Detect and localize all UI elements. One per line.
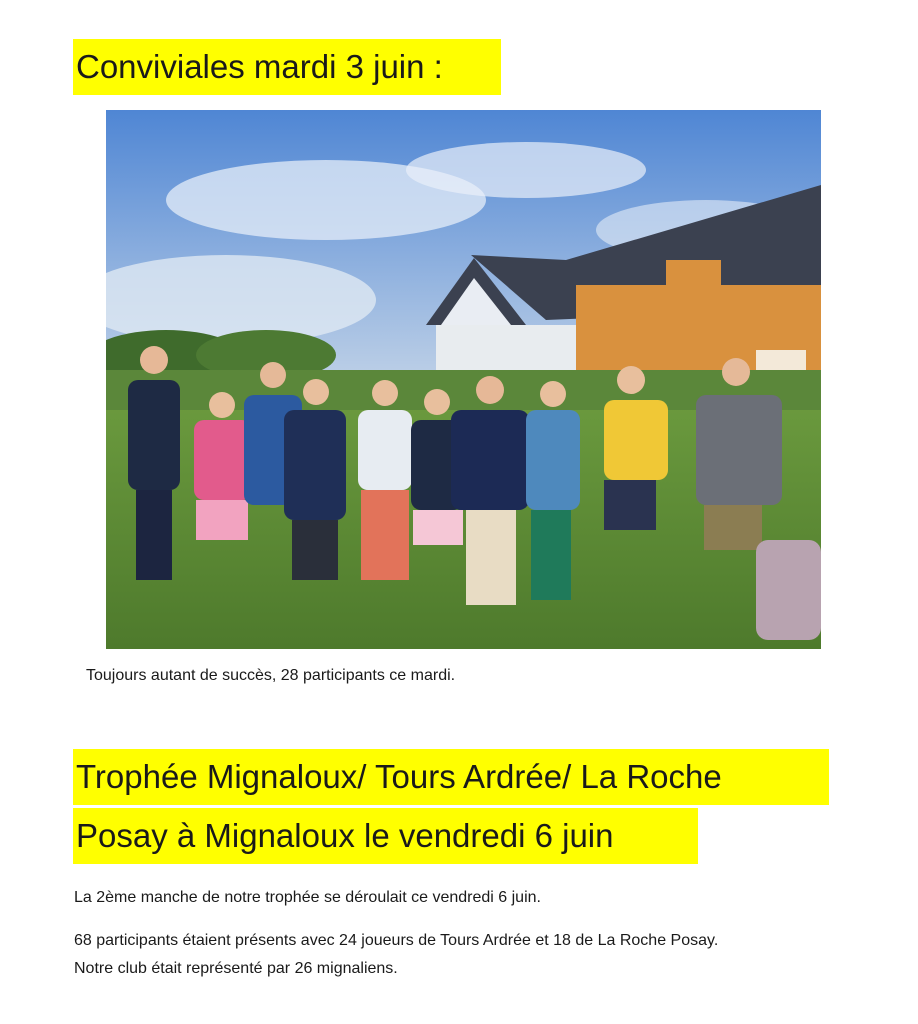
paragraph-participants-line2: Notre club était représenté par 26 mignaliens. [74, 960, 398, 977]
group-photo-illustration [106, 110, 821, 649]
section-title-trophee-line2: Posay à Mignaloux le vendredi 6 juin [73, 808, 698, 864]
section-title-conviviales: Conviviales mardi 3 juin : [73, 39, 501, 95]
section-title-trophee-line1: Trophée Mignaloux/ Tours Ardrée/ La Roche [73, 749, 829, 805]
photo-caption: Toujours autant de succès, 28 participants ce mardi. [86, 667, 456, 684]
paragraph-participants-line1: 68 participants étaient présents avec 24 joueurs de Tours Ardrée et 18 de La Roche Posay. [74, 932, 719, 949]
group-photo [106, 110, 821, 649]
paragraph-trophee-intro: La 2ème manche de notre trophée se déroulait ce vendredi 6 juin. [74, 889, 541, 906]
